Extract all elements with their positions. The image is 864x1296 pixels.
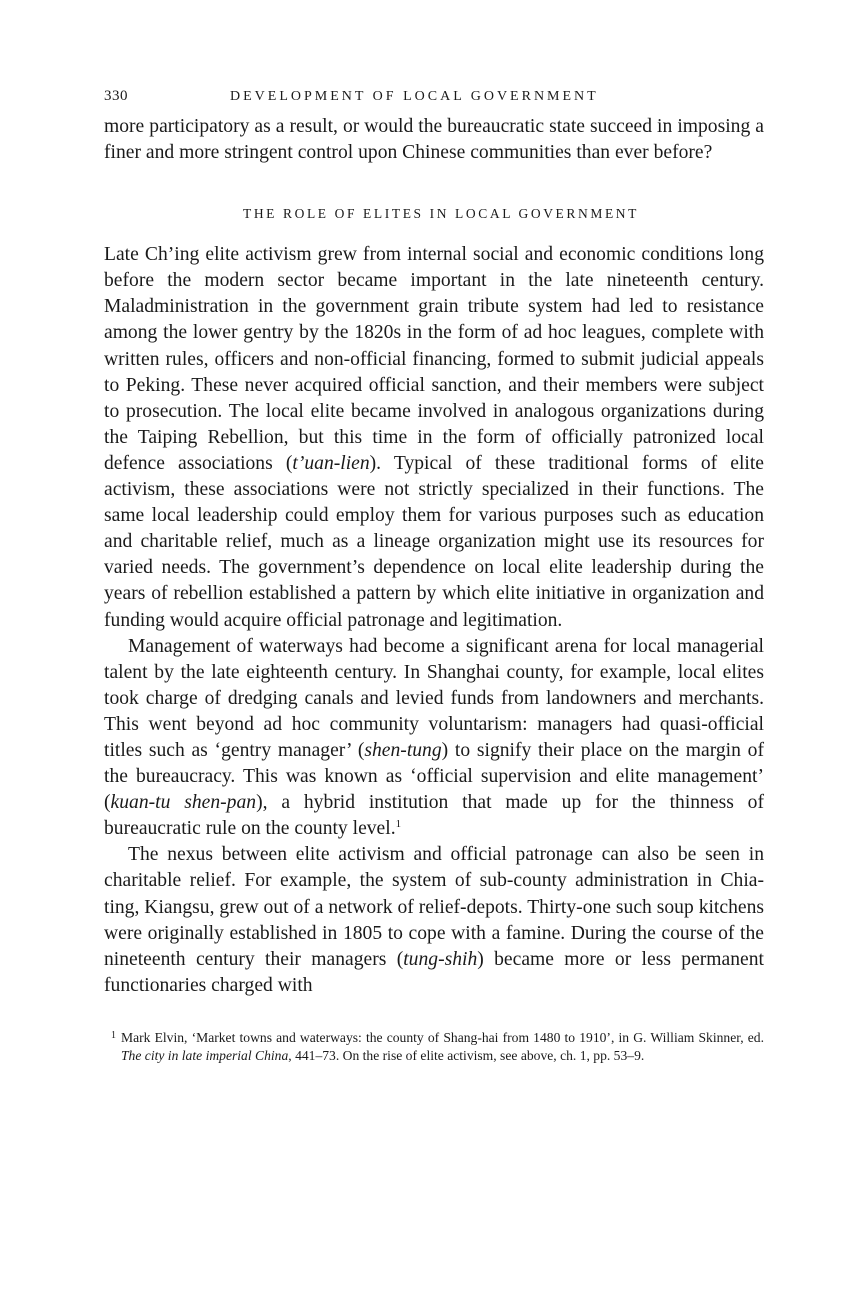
- footnote-text: Mark Elvin, ‘Market towns and waterways: the county of Shang-hai from 1480 to 1910’, in G. William Skinner, ed.: [121, 1029, 764, 1045]
- running-title: DEVELOPMENT OF LOCAL GOVERNMENT: [230, 89, 599, 104]
- continuation-text: more participatory as a result, or would the bureaucratic state succeed in imposing a finer and more stringent control upon Chinese communities than ever before?: [104, 116, 764, 164]
- paragraph-elite-activism: [104, 242, 764, 633]
- paragraph-charitable-relief: [104, 842, 764, 999]
- section-heading: THE ROLE OF ELITES IN LOCAL GOVERNMENT: [242, 206, 640, 222]
- paragraph-text: ) to signify their place on the margin of the bureaucracy. This was known as ‘official supervision and elite management’ (: [104, 739, 764, 814]
- paragraph-waterways: [104, 634, 764, 843]
- romanized-term: shen-tung: [364, 739, 442, 761]
- footnote-text: , 441–73. On the rise of elite activism, see above, ch. 1, pp. 53–9.: [288, 1047, 645, 1063]
- footnote-marker: 1: [111, 1029, 116, 1041]
- cited-book-title: The city in late imperial China: [121, 1047, 289, 1063]
- book-page: [104, 88, 764, 1065]
- paragraph-text: ). Typical of these traditional forms of elite activism, these associations were not strictly specialized in their functions. The same local leadership could employ them for various purposes such as education and charitable relief, much as a lineage organization might use its resources for varied needs. The government’s dependence on local elite leadership during the years of rebellion established a pattern by which elite initiative in organization and funding would acquire official patronage and legitimation.: [104, 452, 764, 631]
- page-number: 330: [104, 88, 128, 104]
- footnote: [104, 1029, 764, 1065]
- paragraph-text: Late Ch’ing elite activism grew from internal social and economic conditions long before the modern sector became important in the late nineteenth century. Maladministration in the government grain tribute system had led to resistance among the lower gentry by the 1820s in the form of ad hoc leagues, complete with written rules, officers and non-official financing, formed to submit judicial appeals to Peking. These never acquired official sanction, and their members were subject to prosecution. The local elite became involved in analogous organizations during the Taiping Rebellion, but this time in the form of officially patronized local defence associations (: [104, 244, 764, 474]
- footnote-reference[interactable]: 1: [395, 818, 402, 831]
- paragraph-text: The nexus between elite activism and official patronage can also be seen in charitable relief. For example, the system of sub-county administration in Chia-ting, Kiangsu, grew out of a network of relief-depots. Thirty-one such soup kitchens were originally established in 1805 to cope with a famine. During the course of the nineteenth century their managers (: [104, 844, 764, 970]
- continuation-paragraph: [104, 114, 764, 166]
- romanized-term: tung-shih: [403, 948, 478, 970]
- paragraph-text: ), a hybrid institution that made up for the thinness of bureaucratic rule on the county level.: [104, 792, 764, 840]
- paragraph-text: ) became more or less permanent functionaries charged with: [104, 948, 764, 996]
- section-body: [104, 242, 764, 999]
- romanized-term: kuan-tu shen-pan: [110, 792, 257, 814]
- main-text: [104, 114, 764, 166]
- paragraph-text: Management of waterways had become a significant arena for local managerial talent by the late eighteenth century. In Shanghai county, for example, local elites took charge of dredging canals and levied funds from landowners and merchants. This went beyond ad hoc community voluntarism: managers had quasi-official titles such as ‘gentry manager’ (: [104, 635, 764, 761]
- romanized-term: t’uan-lien: [292, 452, 370, 474]
- running-head: [104, 88, 764, 114]
